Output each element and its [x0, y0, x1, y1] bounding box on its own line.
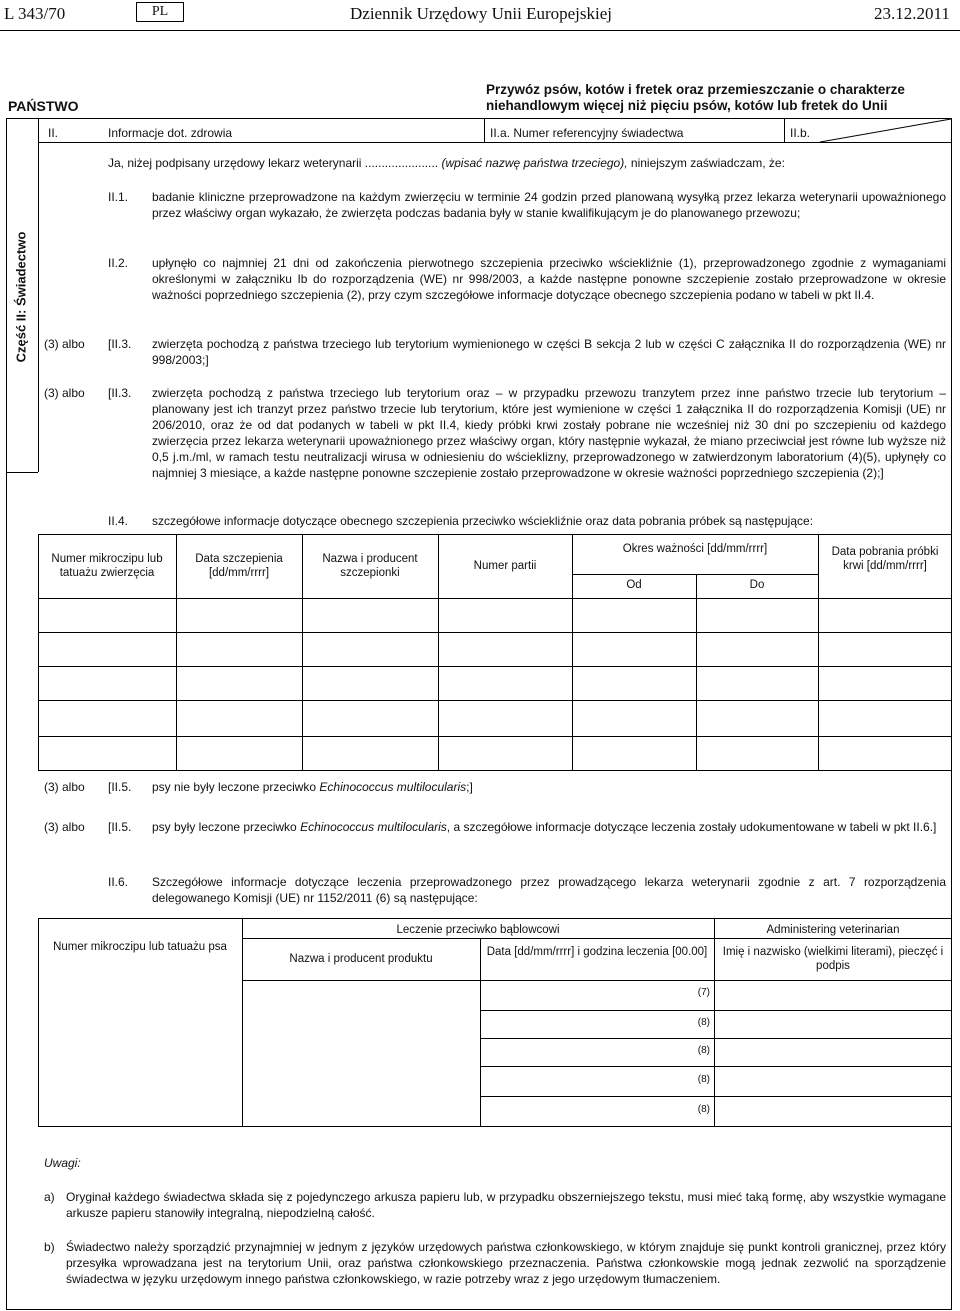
title-line-1: Przywóz psów, kotów i fretek oraz przemieszczanie o charakterze [486, 82, 905, 97]
note-b-text: Świadectwo należy sporządzić przynajmniej w jednym z języków urzędowych państwa członkowskiego, w którym znajduje się punkt kontroli granicznej, przez który przesyłka wprowadzana jest na terytorium Unii, oraz państwa członkowskiego przeznaczenia. Państwa członkowskie mogą jednak zezwolić na sporządzenie świadectwa w języku urzędowym innego państwa członkowskiego, w razie potrzeby wraz z jego urzędowym tłumaczeniem. [66, 1240, 946, 1286]
frame-right [951, 118, 952, 1310]
clause-5b-text: psy były leczone przeciwko Echinococcus multilocularis, a szczegółowe informacje dotyczące leczenia zostały udokumentowane w tabeli w pkt II.6.] [152, 820, 937, 834]
clause-6-number: II.6. [108, 875, 129, 889]
note-a-label: a) [44, 1190, 55, 1204]
side-divider [38, 118, 39, 472]
footnote-mark: (7) [697, 987, 710, 998]
footnote-mark: (8) [697, 1104, 710, 1115]
note-a-text: Oryginał każdego świadectwa składa się z pojedynczego arkusza papieru lub, w przypadku obszerniejszego tekstu, musi mieć taką formę, aby wszystkie wymagane arkusze papieru stanowiły integralną, niepodzielną całość. [66, 1190, 946, 1220]
col-blood-sample-date: Data pobrania próbki krwi [dd/mm/rrrr] [831, 546, 939, 572]
side-bottom [6, 472, 38, 473]
clause-5a-text: psy nie były leczone przeciwko Echinococcus multilocularis;] [152, 780, 473, 794]
ref-divider-2 [784, 118, 785, 142]
page-reference: L 343/70 [4, 4, 66, 23]
clause-4-text: szczegółowe informacje dotyczące obecnego szczepienia przeciwko wściekliźnie oraz data pobrania próbek są następujące: [152, 514, 814, 528]
group-echinococcus-treatment: Leczenie przeciwko bąblowcowi [396, 924, 560, 936]
clause-6-text: Szczegółowe informacje dotyczące leczenia przeprowadzonego przez prowadzącego lekarza weterynarii zgodnie z art. 7 rozporządzenia delegowanego Komisji (UE) nr 1152/2011 (6) są następujące: [152, 875, 946, 905]
section-name: Informacje dot. zdrowia [108, 126, 233, 140]
frame-bottom [6, 1309, 952, 1310]
diagonal-line [820, 118, 952, 142]
col-microchip: Numer mikroczipu lub tatuażu zwierzęcia [51, 553, 163, 579]
clause-3a-text: zwierzęta pochodzą z państwa trzeciego lub terytorium wymienionego w części B sekcja 2 lub w części C załącznika II do rozporządzenia (WE) nr 998/2003;] [152, 337, 946, 367]
clause-3b-text: zwierzęta pochodzą z państwa trzeciego lub terytorium oraz – w przypadku przewozu tranzytem przez inne państwo trzecie lub terytorium – planowany jest ich tranzyt przez państwo trzecie lub terytorium, które jest wymienione w części 1 załącznika II do rozporządzenia Komisji (UE) nr 206/2010, oraz że od dat podanych w tabeli w pkt II.4, kiedy próbki krwi zostały pobrane nie wcześniej niż 30 dni po szczepieniu od każdego zwierzęcia przez lekarza weterynarii upoważnionego przez właściwy organ, który następnie wykazał, że miano przeciwciał jest równe lub wyższe niż 0,5 j.m./ml, w ramach testu neutralizacji wirusa w odniesieniu do wścieklizny, przeprowadzonego w zatwierdzonym laboratorium (4)(5), upłynęły co najmniej 3 miesiące, a każde następne ponowne szczepienie zostało przeprowadzone w okresie ważności poprzedniego szczepienia (2);] [152, 386, 946, 480]
intro-text: Ja, niżej podpisany urzędowy lekarz weterynarii ...................... (wpisać nazwę państwa trzeciego), niniejszym zaświadczam, że: [108, 156, 785, 170]
group-administering-veterinarian: Administering veterinarian [766, 924, 900, 936]
notes-heading: Uwagi: [44, 1156, 81, 1170]
col-vaccination-date: Data szczepienia [dd/mm/rrrr] [195, 553, 283, 579]
header-rule [0, 30, 960, 31]
footnote-mark: (8) [697, 1017, 710, 1028]
col-veterinarian-signature: Imię i nazwisko (wielkimi literami), pieczęć i podpis [722, 946, 944, 972]
clause-3b-number: [II.3. [108, 386, 132, 400]
title-line-2: niehandlowym więcej niż pięciu psów, kotów lub fretek do Unii [486, 98, 888, 113]
journal-title: Dziennik Urzędowy Unii Europejskiej [350, 4, 613, 23]
side-label: Część II: Świadectwo [13, 231, 29, 363]
clause-5b-number: [II.5. [108, 820, 132, 834]
col-valid-from: Od [626, 579, 642, 591]
albo-marker: (3) albo [44, 386, 85, 400]
note-b-label: b) [44, 1240, 55, 1254]
col-vaccine-name: Nazwa i producent szczepionki [322, 553, 418, 579]
ref-divider-1 [484, 118, 485, 142]
clause-4-number: II.4. [108, 514, 129, 528]
clause-2-number: II.2. [108, 256, 129, 270]
col-batch-number: Numer partii [473, 560, 537, 572]
clause-5a-number: [II.5. [108, 780, 132, 794]
certificate-ref-number: II.a. Numer referencyjny świadectwa [490, 126, 684, 140]
footnote-mark: (8) [697, 1045, 710, 1056]
frame-top [6, 118, 952, 119]
col-dog-microchip: Numer mikroczipu lub tatuażu psa [53, 941, 227, 953]
albo-marker: (3) albo [44, 820, 85, 834]
clause-2-text: upłynęło co najmniej 21 dni od zakończenia pierwotnego szczepienia przeciwko wściekliźnie (1), przeprowadzonego zgodnie z wymaganiami określonymi w załączniku Ib do rozporządzenia (WE) nr 998/2003, a każde następne ponowne szczepienie zostało przeprowadzone w okresie ważności poprzedniego szczepienia (2), przy czym szczegółowe informacje dotyczące obecnego szczepienia podano w tabeli w pkt II.4. [152, 256, 946, 302]
certificate-title [486, 82, 905, 114]
ref-b-label: II.b. [790, 126, 811, 140]
language-code: PL [136, 2, 184, 22]
albo-marker: (3) albo [44, 337, 85, 351]
clause-3a-number: [II.3. [108, 337, 132, 351]
col-treatment-date-time: Data [dd/mm/rrrr] i godzina leczenia [00.00] [486, 946, 708, 958]
footnote-mark: (8) [697, 1074, 710, 1085]
albo-marker: (3) albo [44, 780, 85, 794]
section-row-bottom [38, 142, 952, 143]
publication-date: 23.12.2011 [874, 4, 950, 23]
col-valid-to: Do [749, 579, 765, 591]
col-validity-period: Okres ważności [dd/mm/rrrr] [622, 543, 768, 555]
section-number: II. [48, 126, 59, 140]
col-product-name: Nazwa i producent produktu [289, 953, 433, 965]
country-label: PAŃSTWO [8, 98, 79, 114]
clause-1-text: badanie kliniczne przeprowadzone na każdym zwierzęciu w terminie 24 godzin przed planowaną wysyłką przez lekarza weterynarii upoważnionego przez właściwy organ wykazało, że zwierzęta podczas badania były w stanie kwalifikującym je do planowanego przewozu; [152, 190, 946, 220]
clause-1-number: II.1. [108, 190, 129, 204]
